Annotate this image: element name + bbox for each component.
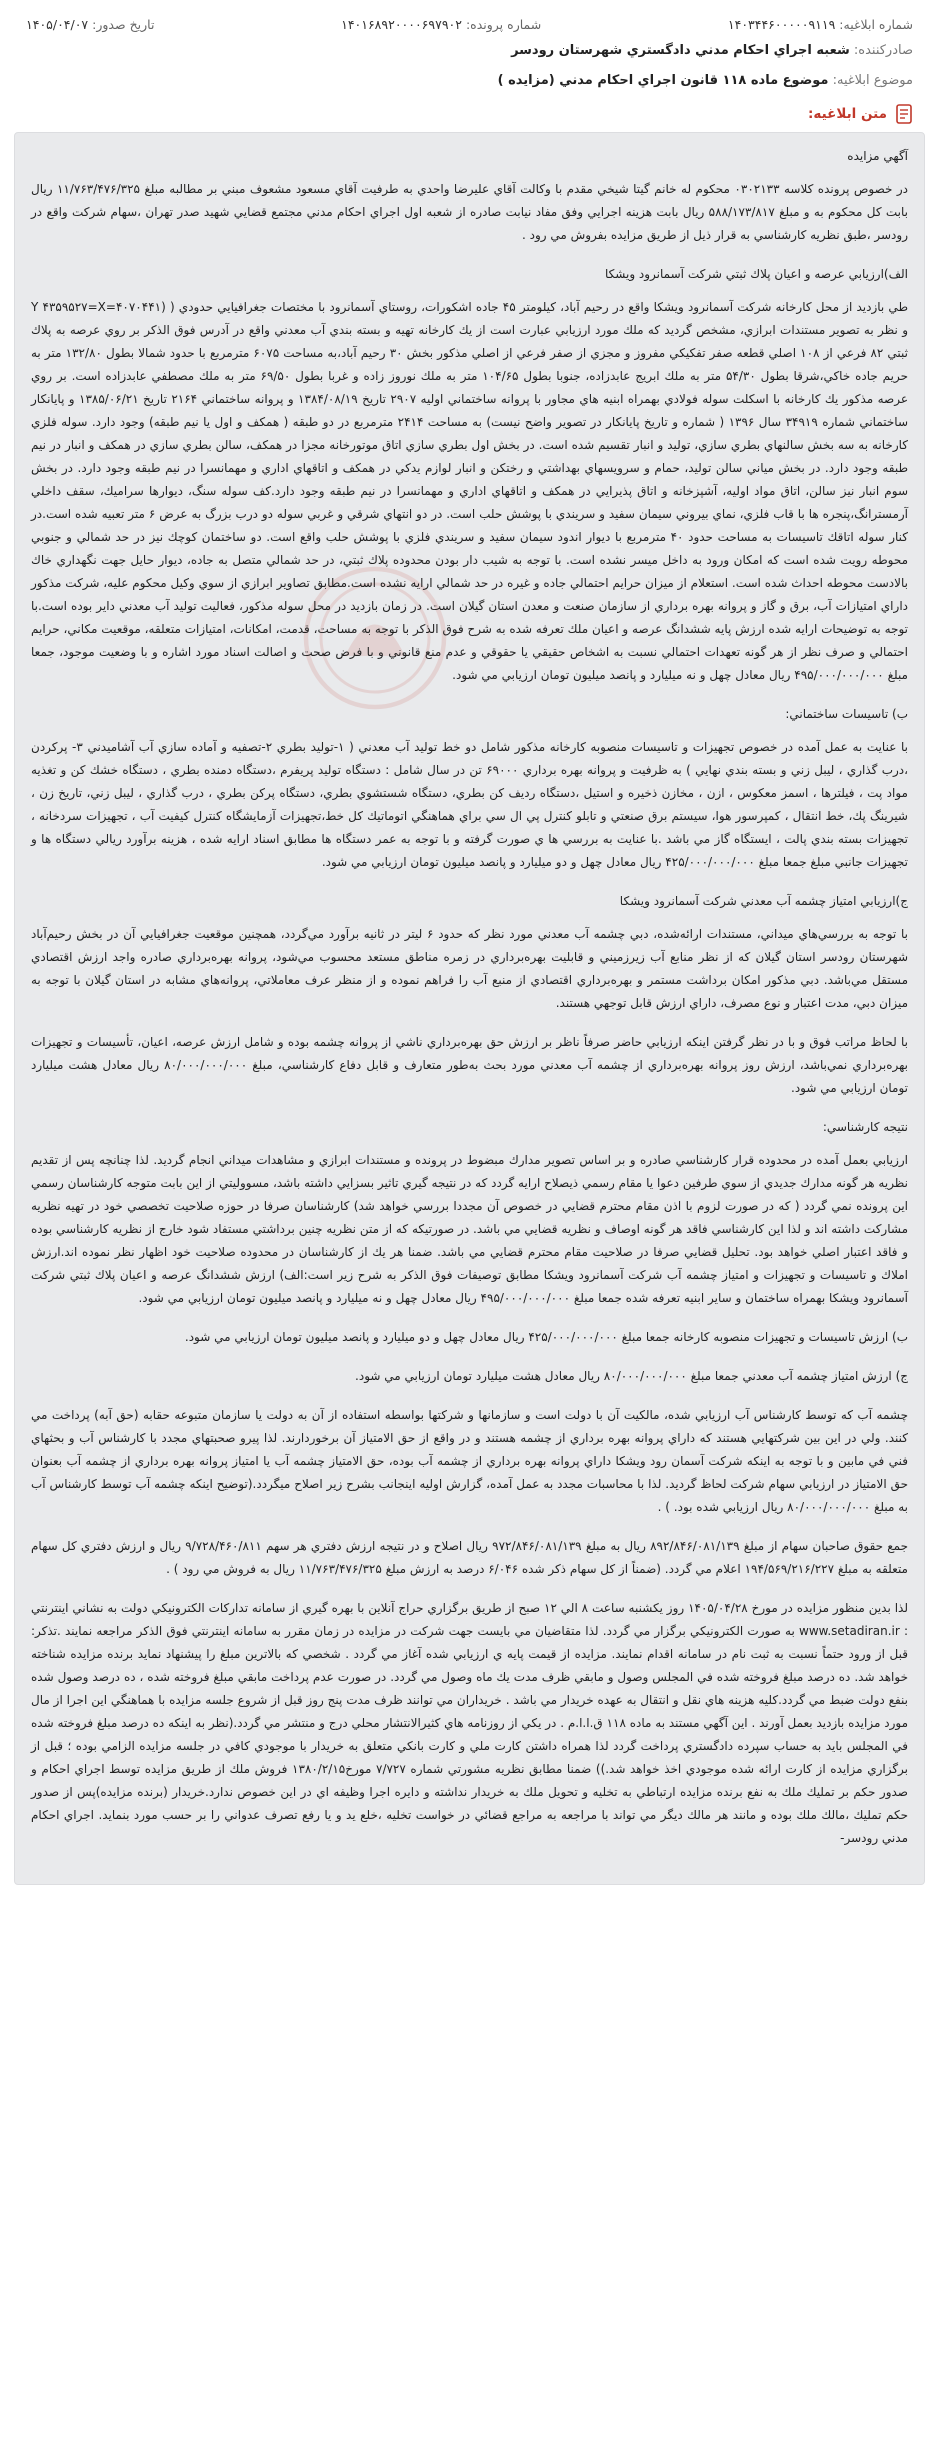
paragraph-spring: چشمه آب كه توسط كارشناس آب ارزيابي شده، مالكيت آن با دولت است و سازمانها و شركتها بواسطه استفاده از آن به دولت يا سازمان متبوعه حقابه (حق آبه) پرداخت مي كنند. ولي در اين بين شركتهايي هستند كه داراي پروانه بهره برداري از چشمه هستند و در واقع از حق الامتياز آن برخوردارند. لذا پيرو صحبتهاي مجدد با كارشناس آب و بحثهاي فني في مابين و با توجه به اينكه شركت آسمان رود ويشكا داراي پروانه بهره برداري از چشمه آب بوده، حق الامتياز چشمه آب يا امتياز پروانه بهره برداري از چشمه آب بعنوان حق الامتياز در ارزيابي سهام شركت لحاظ گرديد. لذا با محاسبات مجدد به عمل آمده، گزارش اوليه اينجانب بشرح زير اصلاح ميگردد.(توضيح اينكه چشمه آب توسط كارشناس آب به مبلغ ۸۰/۰۰۰/۰۰۰/۰۰۰ ريال ارزيابي شده بود. ) . bbox=[31, 1408, 908, 1514]
subject-value: موضوع ماده ۱۱۸ قانون اجراي احكام مدني (مزايده ) bbox=[497, 73, 829, 88]
issuer-line bbox=[26, 36, 913, 66]
case-number-value: ۱۴۰۱۶۸۹۲۰۰۰۰۶۹۷۹۰۲ bbox=[341, 17, 462, 32]
paragraph-section-b: با عنايت به عمل آمده در خصوص تجهيزات و تاسيسات منصوبه كارخانه مذكور شامل دو خط توليد آب معدني ( ۱-توليد بطري ۲-تصفيه و آماده سازي آب آشاميدني ۳- پركردن ،درب گذاري ، ليبل زني و بسته بندي نهايي ) به ظرفيت و پروانه بهره برداري ۶۹۰۰۰ تن در سال شامل : دستگاه توليد پريفرم ،دستگاه دمنده بطري ، دستگاه خشك كن و تغذيه مواد پت ، فيلترها ، اسمز معكوس ، ازن ، مخازن ذخيره و استيل ،دستگاه رديف كن بطري، دستگاه شستشوي بطري، دستگاه پركن بطري ، درب گذاري ، ليبل زني، تاريخ زن ، شيرينگ پك، خط انتقال ، كمپرسور هوا، سيستم برق صنعتي و تابلو كنترل پي ال سي براي هماهنگي اتوماتيك كل خط،تجهيزات آزمايشگاه كنترل كيفيت آب ، تجهيزات سردخانه ، تجهيزات بسته بندي پالت ، ايستگاه گاز مي باشد .با عنايت به بررسي ها ي صورت گرفته و با توجه به عمر دستگاه ها مطابق اسناد ارايه شده ، هزينه برآورد ريالي دستگاه ها و تجهيزات جانبي مبلغ جمعا مبلغ ۴۲۵/۰۰۰/۰۰۰/۰۰۰ ريال معادل چهل و دو ميليارد و پانصد ميليون تومان ارزيابي مي شود. bbox=[31, 740, 908, 869]
notice-header bbox=[0, 0, 939, 124]
heading-section-b: ب) تاسيسات ساختماني: bbox=[785, 707, 908, 721]
paragraph-section-c-2: با لحاظ مراتب فوق و با در نظر گرفتن اينكه ارزيابي حاضر صرفاً ناظر بر ارزش حق بهره‌برداري ناشي از پروانه چشمه بوده و شامل ارزش عرصه، اعيان، تأسيسات و تجهيزات بهره‌برداري نمي‌باشد، ارزش روز پروانه بهره‌برداري از چشمه آب معدني مورد بحث به‌طور متعارف و قابل دفاع كارشناسي، مبلغ ۸۰/۰۰۰/۰۰۰/۰۰۰ ريال معادل هشت ميليارد تومان ارزيابي مي شود. bbox=[31, 1035, 908, 1095]
issuer-label: صادركننده: bbox=[853, 43, 913, 58]
paragraph-shares: جمع حقوق صاحبان سهام از مبلغ ۸۹۲/۸۴۶/۰۸۱/۱۳۹ ريال به مبلغ ۹۷۲/۸۴۶/۰۸۱/۱۳۹ ريال اصلاح و در نتيجه ارزش دفتري هر سهم ۹/۷۲۸/۴۶۰/۸۱۱ ريال و ارزش دفتري كل سهام متعلقه به مبلغ ۱۹۴/۵۶۹/۲۱۶/۲۲۷ اعلام مي گردد. (ضمناً از كل سهام ذكر شده ۶/۰۴۶ درصد به ارزش مبلغ ۱۱/۷۶۳/۴۷۶/۳۲۵ ريال به فروش مي رود ) . bbox=[31, 1539, 908, 1576]
issuer-value: شعبه اجراي احكام مدني دادگستري شهرستان رودسر bbox=[511, 43, 850, 58]
paragraph-value-b: ب) ارزش تاسيسات و تجهيزات منصوبه كارخانه جمعا مبلغ ۴۲۵/۰۰۰/۰۰۰/۰۰۰ ريال معادل چهل و دو ميليارد و پانصد ميليون تومان ارزيابي مي شود. bbox=[184, 1330, 908, 1344]
paragraph-auction-terms: لذا بدين منظور مزايده در مورخ ۱۴۰۵/۰۴/۲۸ روز يكشنبه ساعت ۸ الي ۱۲ صبح از طريق برگزاري حراج آنلاين با بهره گيري از سامانه تداركات الكترونيكي دولت به نشاني اينترنتي : www.setadiran.ir به صورت الكترونيكي برگزار مي گردد. لذا متقاضيان مي بايست جهت شركت در مزايده در زمان مقرر به سامانه اينترنتي فوق الذكر مراجعه نمايند .تذكر: قبل از ورود حتماً نسبت به ثبت نام در سامانه اقدام نمايند. مزايده از قيمت پايه ي ارزيابي شده آغاز مي گردد . شخصي كه بالاترين مبلغ را پيشنهاد نمايد برنده مزايده شناخته خواهد شد. ده درصد مبلغ فروخته شده في المجلس وصول و مابقي ظرف مدت يك ماه وصول مي گردد. در صورت عدم پرداخت مابقي مبلغ فروخته شده ، ده درصد وصول شده بنفع دولت ضبط مي گردد.كليه هزينه هاي نقل و انتقال به عهده خريدار مي باشد . خريداران مي توانند ظرف مدت پنج روز قبل از شروع جلسه مزايده با هماهنگي اين اجرا از مال مورد مزايده بازديد بعمل آورند . اين آگهي مستند به ماده ۱۱۸ ق.ا.ا.م . در يكي از روزنامه هاي كثيرالانتشار محلي درج و منتشر مي گردد.(نظر به اينكه ده درصد مبلغ فروخته شده في المجلس بايد به حساب سپرده دادگستري پرداخت گردد لذا همراه داشتن كارت ملي و كارت بانكي متعلق به خريدار با موجودي كافي در جلسه مزايده الزامي بوده ؛ قبل از برگزاري مزايده از كارت ارائه شده موجودي اخذ خواهد شد.)) ضمنا مطابق نظريه مشورتي شماره ۷/۷۲۷ مورخ۱۳۸۰/۲/۱۵ فروش ملك از طريق مزايده توسط اجراي احكام و صدور حكم بر تمليك ملك به نفع برنده مزايده ارتباطي به تخليه و تحويل ملك به خريدار نداشته و دايره اجرا وظيفه اي در اين خصوص ندارد.خريدار (برنده مزايده)پس از صدور حكم تمليك ،مالك ملك بوده و مانند هر مالك ديگر مي تواند با مراجعه به مراجع قضائي در خواست تخليه ،خلع يد و يا رفع تصرف عدواني را بر حسب مورد بنمايد. اجراي احكام مدني رودسر- bbox=[31, 1601, 909, 1845]
paragraph-section-a: طي بازديد از محل كارخانه شركت آسمانرود ويشكا واقع در رحيم آباد، كيلومتر ۴۵ جاده اشكورات، روستاي آسمانرود با مختصات جغرافيايي حدودي ( (۴۰۷۰۴۴۱=Y ۴۳۵۹۵۲۷=X و نظر به تصوير مستندات ابرازي، مشخص گرديد كه ملك مورد ارزيابي عبارت است از يك كارخانه تهيه و بسته بندي آب معدني واقع در آدرس فوق الذكر بر روي عرصه به پلاك ثبتي ۸۲ فرعي از ۱۰۸ اصلي قطعه صفر تفكيكي مفروز و مجزي از صفر فرعي از اصلي مذكور بخش ۳۰ رحيم آباد،به مساحت ۶۰۷۵ مترمربع با حدود شمالا بطول ۱۳۲/۸۰ متر به حريم جاده خاكي،شرقا بطول ۵۴/۳۰ متر به ملك ابريج عابدزاده، جنوبا بطول ۱۰۴/۶۵ متر به ملك نوروز زاده و غربا بطول ۶۹/۵۰ متر به ملك مصطفي عابدزاده است. بر روي عرصه مذكور يك كارخانه با اسكلت سوله فولادي بهمراه ابنيه هاي مجاور با پروانه ساختماني اوليه ۲۹۰۷ تاريخ ۱۳۸۴/۰۸/۱۹ و پروانه ساختماني ۲۱۶۴ تاريخ ۱۳۸۵/۰۶/۲۱ و پايانكار ساختماني شماره ۳۴۹۱۹ سال ۱۳۹۶ ( شماره و تاريخ پايانكار در تصوير واضح نيست) به مساحت ۲۴۱۴ مترمربع در دو طبقه ( همكف و اول يا نيم طبقه) وجود دارد. سوله فلزي كارخانه به سه بخش سالنهاي بطري سازي، توليد و انبار تقسيم شده است. در بخش اول بطري سازي اتاق موتورخانه مجزا در همكف، سالن بطري سازي در همكف و انبار در نيم طبقه وجود دارد. در بخش مياني سالن توليد، حمام و سرويسهاي بهداشتي و رختكن و انبار لوازم يدكي در همكف و اتاقهاي اداري و مهمانسرا در نيم طبقه وجود دارد. در بخش سوم انبار نيز سالن، اتاق مواد اوليه، آشپزخانه و اتاق پذيرايي در همكف و اتاقهاي اداري و مهمانسرا در نيم طبقه وجود دارد.كف سوله سنگ، ديوارها سراميك، سقف داخلي آرمسترانگ،پنجره ها با قاب فلزي، نماي بيروني سيمان سفيد و سريندي با پوشش حلب است. در دو انتهاي شرقي و غربي سوله دو درب بزرگ به عرض ۶ متر تعبيه شده است.در كنار سوله اتاقك تاسيسات به مساحت حدود ۴۰ مترمربع با ديوار اندود سيمان سفيد و سريندي فلزي با پوشش حلب واقع است. دو ساختمان كوچك نيز در حد شمالي و جنوبي محوطه رويت شده است كه امكان ورود به داخل ميسر نشده است. با توجه به شيب دار بودن محدوده پلاك ثبتي، در حد شمالي متصل به جاده، ديوار حايل جهت نگهداري خاك بالادست محوطه احداث شده است. استعلام از ميزان حرايم احتمالي جاده و غيره در حد شمالي ارايه نشده است.مطابق تصاوير ابرازي از سوي وكيل محكوم عليه، شركت مذكور داراي امتيازات آب، برق و گاز و پروانه بهره برداري از سازمان صنعت و معدن استان گيلان است. در زمان بازديد در محل سوله مذكور، فعاليت توليد آب معدني داير بوده است.با توجه به توضيحات ارايه شده ارزش پايه ششدانگ عرصه و اعيان ملك تعرفه شده به شرح فوق الذكر با توجه به مساحت، قدمت، امكانات، امتيازات متعلقه، موقعيت مكاني، حرايم احتمالي و صرف نظر از هر گونه تعهدات احتمالي نسبت به اشخاص حقيقي يا حقوقي و عدم منع قانوني و با فرض صحت و اصالت اسناد مورد اشاره و با وضعيت موجود، جمعا مبلغ ۴۹۵/۰۰۰/۰۰۰/۰۰۰ ريال معادل چهل و نه ميليارد و پانصد ميليون تومان ارزيابي مي شود. bbox=[31, 300, 909, 682]
notice-body-panel bbox=[14, 132, 925, 1885]
paragraph-intro: در خصوص پرونده كلاسه ۰۳۰۲۱۳۳ محكوم له خانم گيتا شيخي مقدم با وكالت آقاي عليرضا واحدي به طرفيت آقاي مسعود مشعوف مبني بر مطالبه مبلغ ۱۱/۷۶۳/۴۷۶/۳۲۵ ريال بابت كل محكوم به و مبلغ ۵۸۸/۱۷۳/۸۱۷ ريال بابت هزينه اجرايي وفق مفاد نيابت صادره از شعبه اول اجراي احكام مدني مجتمع قضايي شهيد صدر تهران ،سهام شركت واقع در رودسر ،طبق نظريه كارشناسي به قرار ذيل از طريق مزايده بفروش مي رود . bbox=[31, 182, 909, 242]
notice-number-label: شماره ابلاغيه: bbox=[839, 17, 913, 32]
meta-row bbox=[26, 14, 913, 36]
issue-date-label: تاريخ صدور: bbox=[92, 17, 155, 32]
issue-date bbox=[26, 14, 154, 36]
section-title bbox=[26, 104, 913, 124]
case-number-label: شماره پرونده: bbox=[465, 17, 542, 32]
subject-label: موضوع ابلاغيه: bbox=[832, 73, 913, 88]
notice-number bbox=[728, 14, 913, 36]
paragraph-conclusion: ارزيابي بعمل آمده در محدوده قرار كارشناسي صادره و بر اساس تصوير مدارك مبضوط در پرونده و مستندات ابرازي و مشاهدات ميداني انجام گرديد. لذا چنانچه پس از تقديم نظريه هر گونه مدارك جديدي از سوي طرفين دعوا يا مقام رسمي ذيصلاح ارايه گردد كه در نتيجه گيري تاثير بسزايي داشته باشد، مسووليتي از اين بابت متوجه كارشناسان رسمي اين پرونده نمي گردد ( كه در صورت لزوم با اذن مقام محترم قضايي در خصوص آن مجددا بررسي خواهد شد) كارشناسان صرفا در حوزه صلاحيت تخصصي خود در تهيه نظريه مشاركت داشته اند و لذا اين كارشناسي فاقد هر گونه اوصاف و نظريه قضايي مي باشد. در صورتيكه كه از متن نظريه چنين برداشتي مستفاد شود خارج از نظريه كارشناسي بوده و فاقد اعتبار اصلي خواهد بود. تحليل قضايي صرفا در صلاحيت مقام محترم قضايي مي باشد. ضمنا هر يك از كارشناسان در محدوده صلاحيت خود اظهار نظر نموده اند.ارزش املاك و تاسيسات و تجهيزات و امتياز چشمه آب شركت آسمانرود ويشكا مطابق توصيفات فوق الذكر به شرح زير است:الف) ارزش ششدانگ عرصه و اعيان پلاك ثبتي شركت آسمانرود ويشكا بهمراه ساختمان و ساير ابنيه تعرفه شده جمعا مبلغ ۴۹۵/۰۰۰/۰۰۰/۰۰۰ ريال معادل چهل و نه ميليارد و پانصد ميليون تومان ارزيابي مي شود. bbox=[31, 1153, 908, 1305]
heading-section-a: الف)ارزيابي عرصه و اعيان پلاك ثبتي شركت آسمانرود ويشكا bbox=[604, 267, 908, 281]
notice-number-value: ۱۴۰۳۴۴۶۰۰۰۰۰۹۱۱۹ bbox=[727, 17, 836, 32]
heading-conclusion: نتيجه كارشناسي: bbox=[822, 1120, 908, 1134]
paragraph-section-c-1: با توجه به بررسي‌هاي ميداني، مستندات ارائه‌شده، دبي چشمه آب معدني مورد نظر كه حدود ۶ ليتر در ثانيه برآورد مي‌گردد، همچنين موقعيت جغرافيايي آن در بخش رحيم‌آباد شهرستان رودسر استان گيلان كه از نظر منابع آب زيرزميني و قابليت بهره‌برداري در زمره مناطق مستعد محسوب مي‌شود، پروانه بهره‌برداري صادره واجد ارزش اقتصادي مستقل مي‌باشد. دبي مذكور امكان برداشت مستمر و بهره‌برداري اقتصادي از منبع آب را فراهم نموده و از منظر عرف معاملاتي، پروانه‌هاي مشابه در استان گيلان با توجه به ميزان دبي، مدت اعتبار و نوع مصرف، داراي ارزش قابل توجهي هستند. bbox=[31, 927, 908, 1010]
section-title-text: متن ابلاغيه: bbox=[808, 106, 887, 122]
auction-title: آگهي مزايده bbox=[847, 149, 908, 163]
heading-section-c: ج)ارزيابي امتياز چشمه آب معدني شركت آسمانرود ويشكا bbox=[619, 894, 908, 908]
paragraph-value-c: ج) ارزش امتياز چشمه آب معدني جمعا مبلغ ۸۰/۰۰۰/۰۰۰/۰۰۰ ريال معادل هشت ميليارد تومان ارزيابي مي شود. bbox=[355, 1369, 908, 1383]
document-icon bbox=[895, 104, 913, 124]
issue-date-value: ۱۴۰۵/۰۴/۰۷ bbox=[26, 17, 89, 32]
case-number bbox=[341, 14, 541, 36]
subject-line bbox=[26, 66, 913, 96]
